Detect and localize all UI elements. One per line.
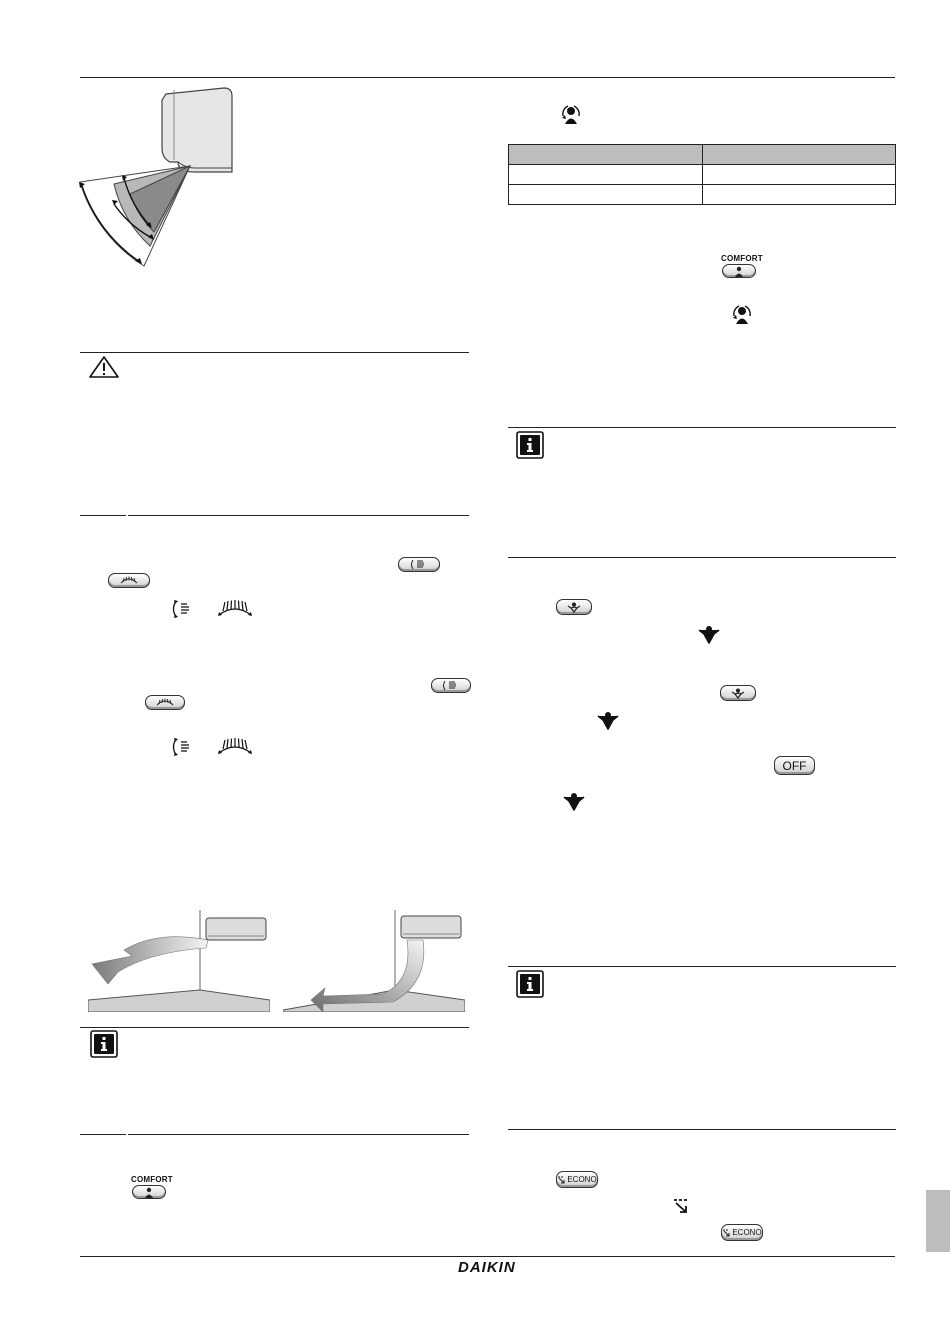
- vertical-swing-icon: [170, 599, 192, 619]
- table-cell: [703, 165, 896, 185]
- comfort-airflow-icon: [560, 104, 582, 126]
- comfort-airflow-icon: [731, 304, 753, 326]
- daikin-logo: DAIKIN: [458, 1259, 516, 1276]
- table-header-cell: [703, 145, 896, 165]
- comfort-airflow-icon: [732, 266, 746, 277]
- warning-top-rule: [80, 352, 469, 353]
- vertical-swing-icon: [409, 559, 429, 570]
- horizontal-swing-button[interactable]: [145, 695, 185, 710]
- econo-button-label: ECONO: [567, 1175, 597, 1184]
- horizontal-swing-icon: [216, 737, 254, 757]
- header-rule: [80, 77, 895, 78]
- table-cell: [509, 165, 703, 185]
- powerful-icon: [566, 602, 582, 613]
- econo-icon: [557, 1175, 567, 1185]
- comfort-button-label: COMFORT: [131, 1175, 173, 1184]
- vertical-swing-button[interactable]: [398, 557, 440, 572]
- warning-bottom-rule-left: [80, 515, 126, 516]
- table-cell: [703, 185, 896, 205]
- info-bottom-rule-left: [80, 1134, 126, 1135]
- info-bottom-rule-right: [128, 1134, 469, 1135]
- powerful-button[interactable]: [556, 599, 592, 615]
- table-cell: [509, 185, 703, 205]
- warning-bottom-rule-right: [128, 515, 469, 516]
- table-row: [509, 165, 896, 185]
- warning-triangle-icon: [88, 355, 120, 379]
- airflow-angle-figure: [74, 86, 244, 272]
- table-header-row: [509, 145, 896, 165]
- powerful-icon: [562, 792, 586, 812]
- info-top-rule-left-column: [80, 1027, 469, 1028]
- econo-icon: [672, 1197, 694, 1215]
- comfort-button-label: COMFORT: [721, 254, 763, 263]
- info-bottom-rule-right-column: [508, 557, 896, 558]
- comfort-mode-table: [508, 144, 896, 205]
- vertical-swing-icon: [170, 737, 192, 757]
- comfort-button[interactable]: [722, 264, 756, 278]
- info-bottom-rule-right-column-2: [508, 1129, 896, 1130]
- cooling-airflow-illustration: [88, 910, 270, 1012]
- econo-button[interactable]: [556, 1171, 598, 1188]
- info-top-rule-right-column: [508, 427, 896, 428]
- econo-button-label: ECONO: [732, 1228, 762, 1237]
- econo-icon: [722, 1228, 732, 1238]
- powerful-button[interactable]: [720, 685, 756, 701]
- off-button[interactable]: [774, 756, 815, 775]
- table-header-cell: [509, 145, 703, 165]
- econo-button[interactable]: [721, 1224, 763, 1241]
- powerful-icon: [697, 625, 721, 645]
- horizontal-swing-icon: [118, 575, 140, 586]
- powerful-icon: [730, 688, 746, 699]
- information-icon: [516, 431, 544, 459]
- off-button-label: OFF: [782, 758, 807, 773]
- information-icon: [90, 1030, 118, 1058]
- footer-rule: [80, 1256, 895, 1257]
- information-icon: [516, 970, 544, 998]
- table-row: [509, 185, 896, 205]
- heating-airflow-illustration: [283, 910, 465, 1012]
- horizontal-swing-button[interactable]: [108, 573, 150, 588]
- horizontal-swing-icon: [154, 697, 176, 708]
- chapter-side-tab: [926, 1190, 950, 1252]
- horizontal-swing-icon: [216, 599, 254, 619]
- vertical-swing-icon: [441, 680, 461, 691]
- info-top-rule-right-column-2: [508, 966, 896, 967]
- comfort-button[interactable]: [132, 1185, 166, 1199]
- powerful-icon: [596, 711, 620, 731]
- vertical-swing-button[interactable]: [431, 678, 471, 693]
- comfort-airflow-icon: [142, 1187, 156, 1198]
